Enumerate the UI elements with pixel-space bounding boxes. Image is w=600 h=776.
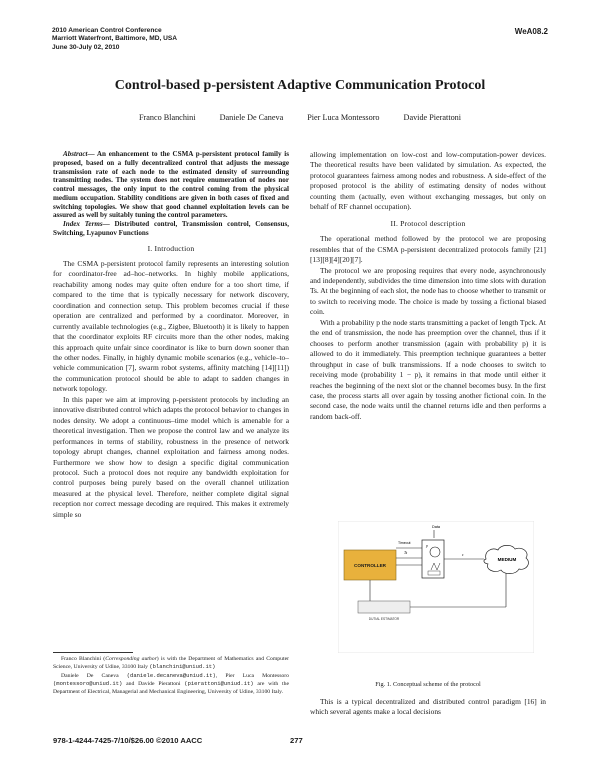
email-link[interactable]: (montessoro@uniud.it) — [53, 680, 123, 688]
protocol-scheme-figure — [338, 521, 534, 653]
label-p: p — [426, 544, 428, 548]
right-column — [310, 150, 546, 422]
label-eps: ε — [462, 553, 464, 557]
email-link[interactable]: (blanchini@uniud.it) — [149, 663, 216, 671]
paper-title: Control-based p-persistent Adaptive Communication Protocol — [114, 78, 486, 93]
conference-venue: Marriott Waterfront, Baltimore, MD, USA — [52, 35, 178, 43]
footnotes — [53, 656, 289, 696]
label-ts: Ts — [404, 551, 408, 555]
paragraph: This is a typical decentralized and distributed control paradigm [16] in which several agents make a local decisions — [310, 697, 546, 717]
left-column — [53, 150, 289, 520]
paragraph: In this paper we aim at improving p-persistent protocols by including an innovative distributed control which adapts the protocol behavior to changes in nodes density. We adopt a continuous–time model which is amenable for a theoretical investigation. Then we propose the control law and we analyze its performances in terms of stability, robustness in the presence of network topology abrupt changes, channel exploitation and fairness among nodes. Furthermore we show how to design a specific digital communication protocol. Such a protocol does not require any bandwidth exploitation for control purposes being purely based on the overall channel utilization measured at the physical level. Therefore, neither complete digital signal reception nor correct message decoding are required. This makes it extremely simple so — [53, 394, 289, 519]
paragraph: The CSMA p-persistent protocol family represents an interesting solution for coordinator-free ad–hoc–networks. In highly mobile applications, reachability among nodes may quite often endure for a too short time, if compared to the time that is typically necessary for network discovery, coordination and connection setup. This problem becomes crucial if these operation are centralized and performed by a coordinator. Moreover, in currently available technologies (e.g., Zigbee, Bluetooth) it is likely to happen that the coordinator exploits RF circuits more than the other nodes, making this approach quite unfair since coordinator is like to burn down sooner than the other nodes. Finally, in highly dynamic mobile scenarios (e.g., vehicle–to–vehicle communication [7], swarm robot systems, affinity matching [14][11]) the communication protocol should be able to adapt to sadden changes in network topology. — [53, 258, 289, 394]
section-heading-protocol: II. Protocol description — [390, 218, 466, 228]
footnote: Daniele De Caneva (daniele.decaneva@uniud.it), Pier Luca Montessoro (montessoro@uniud.it) and Davide Pierattoni (pierattoni@uniud.it) are with the Department of Electrical, Managerial and Mechanical Engineering, University of Udine, 33100 Italy. — [53, 672, 290, 695]
figure-caption: Fig. 1. Conceptual scheme of the protocol — [375, 681, 481, 688]
footnote: Franco Blanchini (Corresponding author) is with the Department of Mathematics and Computer Science, University of Udine, 33100 Italy (blanchini@uniud.it) — [53, 656, 289, 671]
index-terms-lead: Index Terms — [63, 220, 103, 228]
conference-name: 2010 American Control Conference — [52, 27, 162, 34]
buffer-icon — [428, 571, 440, 575]
paragraph: allowing implementation on low-cost and low-computation-power devices. The theoretical results have been validated by simulation. As expected, the protocol guarantees fairness among nodes and robustness. A side-effect of the proposed protocol is the ability of estimating density of nodes without counting them (actually, even without exchanging messages, but only on behalf of RF channel occupation). — [310, 150, 546, 212]
author: Daniele De Caneva — [219, 113, 284, 122]
paragraph: The protocol we are proposing requires that every node, asynchronously and independently, subdivides the time dimension into time slots with duration Ts. At the beginning of each slot, the node has to choose whether to transmit or to switch to receiving mode. The choice is made by tossing a fictional biased coin. — [310, 265, 546, 317]
author-list — [40, 113, 560, 122]
author: Pier Luca Montessoro — [307, 113, 380, 122]
label-estimator: DUTIAL ESTIMATOR — [368, 617, 400, 621]
author: Davide Pierattoni — [403, 113, 462, 122]
label-data: Data — [432, 525, 441, 529]
paragraph: With a probability p the node starts transmitting a packet of length Tpck. At the end of transmission, the node has preemption over the channel, thus if it chooses to perform another transmission (again with probability p) it is allowed to do it immediately. This preemption technique guarantees a better throughput in case of bulk transmissions. If a node chooses to switch to receiving mode (probability 1 − p), it remains in that mode until either it reaches the beginning of the next slot or the channel becomes busy. In the first case, the process starts all over again by tossing another fictional coin. In the second case, the node waits until the channel returns idle and then performs a random back-off. — [310, 317, 546, 421]
conference-dates: June 30-July 02, 2010 — [52, 43, 120, 51]
email-link[interactable]: (daniele.decaneva@uniud.it) — [126, 672, 216, 679]
abstract-lead: Abstract — [63, 150, 88, 158]
index-terms-text: — Distributed control, Transmission control, Consensus, Switching, Lyapunov Functions — [53, 220, 289, 237]
abstract-text: — An enhancement to the CSMA p-persistent protocol family is proposed, based on a fully decentralized control that adjusts the message transmission rate of each node to the estimated density of surrounding transmitting nodes. The system does not require enumeration of nodes nor control messages, the only input to the control coming from the physical medium occupation. Stability conditions are given in both cases of fixed and switching topologies. We show that good channel exploitation levels can be assured as well by suitably tuning the control parameters. — [53, 150, 289, 220]
index-terms — [53, 220, 289, 238]
section-heading-introduction: I. Introduction — [147, 243, 195, 253]
isbn-line: 978-1-4244-7425-7/10/$26.00 ©2010 AACC — [53, 736, 203, 745]
page-number: 277 — [290, 736, 303, 745]
paragraph: The operational method followed by the protocol we are proposing resembles that of the CSMA p-persistent decentralized protocols family [21][13][8][4][20][7]. — [310, 234, 546, 265]
label-timeout: Timeout — [398, 541, 411, 545]
abstract — [53, 150, 289, 220]
conference-header — [52, 27, 177, 52]
label-controller: CONTROLLER — [354, 563, 386, 568]
session-id: WeA08.2 — [514, 27, 548, 36]
label-medium: MEDIUM — [497, 557, 517, 562]
author: Franco Blanchini — [138, 113, 196, 122]
email-link[interactable]: (pierattoni@uniud.it) — [184, 680, 254, 688]
estimator-block — [358, 601, 410, 613]
footnote-divider — [53, 652, 133, 653]
